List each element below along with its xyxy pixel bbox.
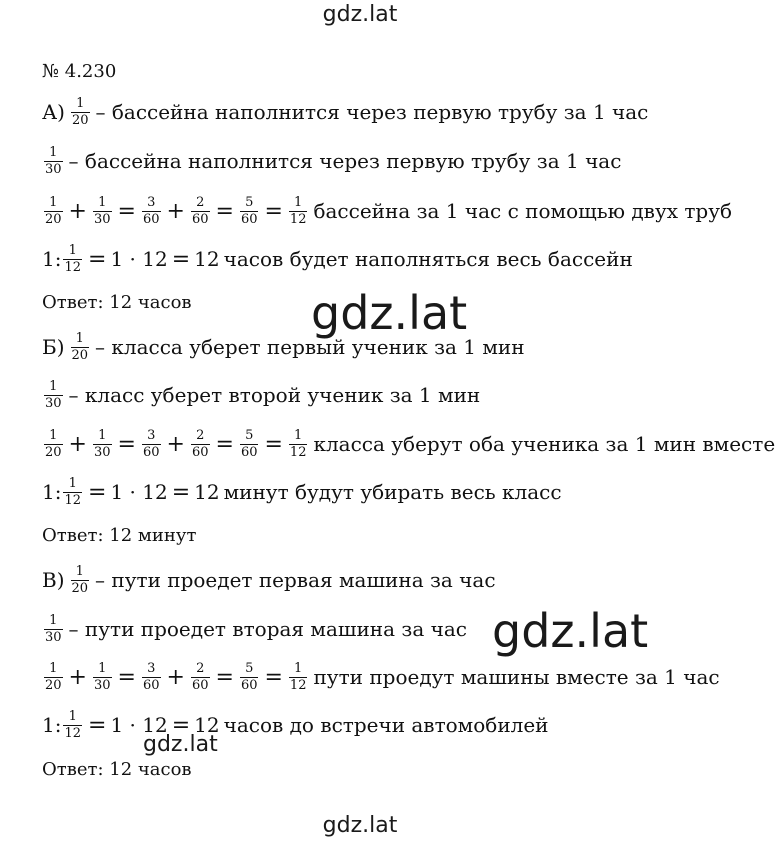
line-text: класса уберут оба ученика за 1 мин вместе bbox=[313, 432, 775, 456]
denominator: 30 bbox=[93, 444, 111, 460]
equals-sign: = bbox=[117, 431, 136, 457]
fraction-1-30 bbox=[93, 429, 112, 459]
product: 1 · 12 bbox=[110, 480, 168, 504]
part-c-line-4 bbox=[42, 705, 549, 745]
fraction-1-20 bbox=[71, 565, 90, 595]
result: 12 bbox=[194, 247, 220, 271]
part-b-line-3 bbox=[42, 424, 775, 464]
fraction-1-30 bbox=[44, 614, 63, 644]
denominator: 60 bbox=[240, 444, 258, 460]
fraction-1-12 bbox=[289, 196, 308, 226]
numerator: 1 bbox=[49, 378, 58, 394]
part-b-label: Б) bbox=[42, 335, 65, 359]
part-c-line-2 bbox=[42, 609, 467, 649]
fraction-1-20 bbox=[71, 332, 90, 362]
denominator: 30 bbox=[93, 211, 111, 227]
result: 12 bbox=[194, 480, 220, 504]
plus-sign: + bbox=[68, 431, 87, 457]
denominator: 30 bbox=[45, 629, 62, 645]
fraction-2-60 bbox=[191, 196, 210, 226]
line-text: часов будет наполняться весь бассейн bbox=[223, 247, 633, 271]
line-text: минут будут убирать весь класс bbox=[223, 480, 562, 504]
fraction-2-60 bbox=[191, 429, 210, 459]
part-a-line-2 bbox=[42, 141, 621, 181]
division-prefix: 1: bbox=[42, 713, 62, 737]
fraction-3-60 bbox=[142, 196, 161, 226]
numerator: 5 bbox=[245, 660, 254, 676]
equals-sign: = bbox=[171, 246, 191, 272]
fraction-1-12 bbox=[63, 477, 82, 507]
numerator: 1 bbox=[75, 563, 84, 579]
numerator: 1 bbox=[294, 660, 303, 676]
product: 1 · 12 bbox=[110, 713, 168, 737]
fraction-5-60 bbox=[240, 429, 259, 459]
denominator: 60 bbox=[142, 677, 160, 693]
equals-sign: = bbox=[264, 431, 283, 457]
numerator: 2 bbox=[196, 194, 205, 210]
plus-sign: + bbox=[166, 198, 185, 224]
line-text: – класса уберет первый ученик за 1 мин bbox=[95, 335, 525, 359]
numerator: 5 bbox=[245, 194, 254, 210]
line-text: – бассейна наполнится через первую трубу за 1 час bbox=[95, 100, 649, 124]
equals-sign: = bbox=[171, 479, 191, 505]
division-prefix: 1: bbox=[42, 480, 62, 504]
result: 12 bbox=[194, 713, 220, 737]
numerator: 2 bbox=[196, 427, 205, 443]
fraction-1-30 bbox=[93, 662, 112, 692]
part-a-line-1 bbox=[42, 92, 648, 132]
part-c-label: В) bbox=[42, 568, 65, 592]
line-text: бассейна за 1 час с помощью двух труб bbox=[313, 199, 733, 223]
fraction-1-12 bbox=[63, 710, 82, 740]
denominator: 60 bbox=[142, 444, 160, 460]
line-text: часов до встречи автомобилей bbox=[223, 713, 549, 737]
fraction-1-12 bbox=[289, 662, 308, 692]
line-text: пути проедут машины вместе за 1 час bbox=[313, 665, 720, 689]
denominator: 60 bbox=[191, 444, 209, 460]
fraction-1-12 bbox=[289, 429, 308, 459]
equals-sign: = bbox=[117, 198, 136, 224]
numerator: 1 bbox=[49, 194, 58, 210]
part-a-label: А) bbox=[42, 100, 65, 124]
watermark-small: gdz.lat bbox=[143, 732, 218, 757]
denominator: 20 bbox=[45, 211, 62, 227]
equals-sign: = bbox=[171, 712, 191, 738]
part-b-answer: Ответ: 12 минут bbox=[42, 525, 197, 546]
numerator: 1 bbox=[76, 95, 85, 111]
numerator: 2 bbox=[196, 660, 205, 676]
line-text: – класс уберет второй ученик за 1 мин bbox=[68, 383, 481, 407]
numerator: 1 bbox=[75, 330, 84, 346]
part-c-line-3 bbox=[42, 657, 720, 697]
numerator: 1 bbox=[98, 427, 107, 443]
fraction-1-20 bbox=[71, 97, 90, 127]
fraction-1-30 bbox=[93, 196, 112, 226]
line-text: – пути проедет вторая машина за час bbox=[68, 617, 467, 641]
part-c-line-1 bbox=[42, 560, 496, 600]
numerator: 1 bbox=[49, 612, 58, 628]
part-a-line-3 bbox=[42, 191, 732, 231]
denominator: 20 bbox=[45, 677, 62, 693]
line-text: – бассейна наполнится через первую трубу за 1 час bbox=[68, 149, 622, 173]
fraction-5-60 bbox=[240, 196, 259, 226]
equals-sign: = bbox=[88, 479, 107, 505]
denominator: 12 bbox=[289, 677, 307, 693]
equals-sign: = bbox=[88, 246, 107, 272]
denominator: 20 bbox=[71, 112, 89, 128]
part-c-answer: Ответ: 12 часов bbox=[42, 759, 192, 780]
product: 1 · 12 bbox=[110, 247, 168, 271]
numerator: 1 bbox=[294, 194, 303, 210]
equals-sign: = bbox=[88, 712, 107, 738]
numerator: 1 bbox=[49, 660, 58, 676]
numerator: 1 bbox=[49, 144, 58, 160]
equals-sign: = bbox=[264, 664, 283, 690]
part-a-line-4 bbox=[42, 239, 633, 279]
equals-sign: = bbox=[215, 198, 234, 224]
denominator: 30 bbox=[45, 395, 62, 411]
denominator: 20 bbox=[71, 347, 89, 363]
watermark-large-2: gdz.lat bbox=[492, 604, 649, 658]
fraction-5-60 bbox=[240, 662, 259, 692]
numerator: 1 bbox=[98, 194, 107, 210]
part-b-line-4 bbox=[42, 472, 562, 512]
denominator: 12 bbox=[64, 725, 82, 741]
denominator: 12 bbox=[289, 444, 307, 460]
denominator: 12 bbox=[289, 211, 307, 227]
denominator: 20 bbox=[45, 444, 62, 460]
division-prefix: 1: bbox=[42, 247, 62, 271]
watermark-top: gdz.lat bbox=[322, 2, 398, 27]
numerator: 1 bbox=[294, 427, 303, 443]
equals-sign: = bbox=[117, 664, 136, 690]
fraction-2-60 bbox=[191, 662, 210, 692]
denominator: 12 bbox=[64, 259, 82, 275]
plus-sign: + bbox=[68, 664, 87, 690]
part-a-answer: Ответ: 12 часов bbox=[42, 292, 192, 313]
plus-sign: + bbox=[68, 198, 87, 224]
denominator: 60 bbox=[240, 211, 258, 227]
numerator: 1 bbox=[49, 427, 58, 443]
plus-sign: + bbox=[166, 431, 185, 457]
numerator: 5 bbox=[245, 427, 254, 443]
numerator: 1 bbox=[98, 660, 107, 676]
numerator: 3 bbox=[147, 660, 156, 676]
numerator: 1 bbox=[68, 708, 77, 724]
numerator: 1 bbox=[68, 242, 77, 258]
watermark-large-1: gdz.lat bbox=[311, 286, 468, 340]
denominator: 20 bbox=[71, 580, 89, 596]
fraction-1-30 bbox=[44, 146, 63, 176]
denominator: 30 bbox=[93, 677, 111, 693]
numerator: 3 bbox=[147, 427, 156, 443]
equals-sign: = bbox=[264, 198, 283, 224]
numerator: 3 bbox=[147, 194, 156, 210]
denominator: 30 bbox=[45, 161, 62, 177]
denominator: 60 bbox=[191, 211, 209, 227]
fraction-1-20 bbox=[44, 662, 63, 692]
equals-sign: = bbox=[215, 664, 234, 690]
fraction-3-60 bbox=[142, 429, 161, 459]
fraction-1-30 bbox=[44, 380, 63, 410]
denominator: 60 bbox=[142, 211, 160, 227]
fraction-3-60 bbox=[142, 662, 161, 692]
equals-sign: = bbox=[215, 431, 234, 457]
fraction-1-20 bbox=[44, 429, 63, 459]
denominator: 12 bbox=[64, 492, 82, 508]
fraction-1-12 bbox=[63, 244, 82, 274]
problem-number: № 4.230 bbox=[42, 61, 117, 82]
fraction-1-20 bbox=[44, 196, 63, 226]
plus-sign: + bbox=[166, 664, 185, 690]
part-b-line-2 bbox=[42, 375, 480, 415]
watermark-bottom: gdz.lat bbox=[322, 813, 398, 838]
denominator: 60 bbox=[240, 677, 258, 693]
line-text: – пути проедет первая машина за час bbox=[95, 568, 496, 592]
denominator: 60 bbox=[191, 677, 209, 693]
numerator: 1 bbox=[68, 475, 77, 491]
